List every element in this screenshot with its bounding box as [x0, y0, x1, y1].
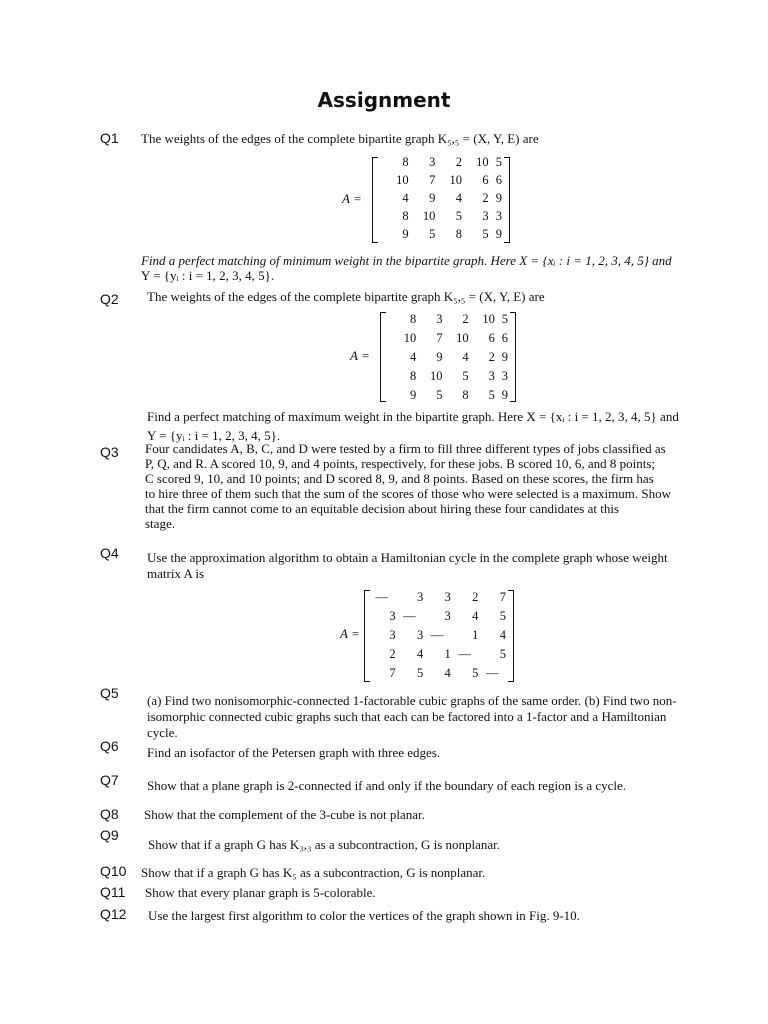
- q2-right-bracket: [510, 312, 516, 402]
- q3-line-2: P, Q, and R. A scored 10, 9, and 4 points, respectively, for these jobs. B scored 10, 6, and 8 points;: [145, 456, 656, 471]
- matrix-cell: 6: [488, 331, 495, 345]
- matrix-cell: 6: [482, 172, 489, 187]
- q1-weight-matrix: [382, 153, 502, 243]
- q5-number: Q5: [100, 685, 119, 701]
- q8-text: Show that the complement of the 3-cube is not planar.: [144, 807, 425, 822]
- q1-left-bracket: [372, 157, 378, 243]
- matrix-cell: 1: [472, 628, 479, 642]
- matrix-cell: 5: [488, 388, 495, 402]
- matrix-cell: —: [485, 666, 499, 680]
- matrix-cell: 3: [501, 369, 508, 383]
- q5-line-2: isomorphic connected cubic graphs such that each can be factored into a 1-factor and a Hamiltonian: [147, 709, 667, 724]
- matrix-cell: 3: [495, 208, 502, 223]
- matrix-cell: 2: [389, 647, 396, 661]
- matrix-cell: 5: [499, 647, 506, 661]
- matrix-cell: 4: [455, 190, 462, 205]
- matrix-cell: 4: [472, 609, 479, 623]
- matrix-cell: 4: [499, 628, 506, 642]
- matrix-cell: 10: [403, 331, 417, 345]
- q1-line2: Y = {yᵢ : i = 1, 2, 3, 4, 5}.: [141, 268, 275, 283]
- matrix-cell: 8: [402, 208, 409, 223]
- q5-line-3: cycle.: [147, 725, 178, 740]
- matrix-cell: 4: [462, 350, 469, 364]
- matrix-row: [390, 310, 508, 329]
- q8-number: Q8: [100, 806, 119, 822]
- page-title: Assignment: [317, 88, 451, 112]
- matrix-cell: 9: [495, 190, 502, 205]
- matrix-cell: 7: [436, 331, 443, 345]
- matrix-cell: 8: [409, 312, 417, 326]
- matrix-row: [382, 225, 502, 243]
- q3-number: Q3: [100, 444, 119, 460]
- q6-text: Find an isofactor of the Petersen graph with three edges.: [147, 745, 441, 760]
- q12-text: Use the largest first algorithm to color the vertices of the graph shown in Fig. 9-10.: [148, 908, 580, 923]
- matrix-row: [382, 171, 502, 189]
- q1-intro: The weights of the edges of the complete bipartite graph K₅,₅ = (X, Y, E) are: [141, 131, 539, 146]
- q11-number: Q11: [100, 884, 126, 900]
- q4-weight-matrix: [368, 588, 506, 683]
- matrix-cell: 5: [482, 226, 489, 241]
- matrix-cell: 2: [462, 312, 469, 326]
- matrix-cell: 2: [455, 154, 462, 169]
- matrix-cell: —: [458, 647, 471, 661]
- matrix-cell: 3: [488, 369, 495, 383]
- matrix-cell: 4: [409, 350, 417, 364]
- matrix-cell: 4: [402, 190, 409, 205]
- matrix-cell: 3: [416, 628, 424, 642]
- matrix-cell: 5: [462, 369, 469, 383]
- matrix-cell: 5: [495, 154, 502, 169]
- matrix-cell: 9: [402, 226, 409, 241]
- matrix-cell: 9: [495, 226, 502, 241]
- matrix-cell: 9: [429, 190, 436, 205]
- q4-line1: Use the approximation algorithm to obtain a Hamiltonian cycle in the complete graph whose weight: [147, 550, 668, 565]
- matrix-row: [390, 348, 508, 367]
- q2-intro: The weights of the edges of the complete bipartite graph K₅,₅ = (X, Y, E) are: [147, 289, 545, 304]
- q7-text: Show that a plane graph is 2-connected if and only if the boundary of each region is a cycle.: [147, 778, 627, 793]
- matrix-cell: 5: [455, 208, 462, 223]
- matrix-cell: 4: [444, 666, 451, 680]
- q4-number: Q4: [100, 545, 119, 561]
- matrix-cell: —: [375, 590, 389, 604]
- matrix-cell: 3: [389, 609, 396, 623]
- matrix-cell: 5: [499, 609, 506, 623]
- q11-text: Show that every planar graph is 5-colorable.: [145, 885, 376, 900]
- matrix-row: [368, 645, 506, 664]
- q12-number: Q12: [100, 906, 127, 922]
- q1-line1: Find a perfect matching of minimum weight in the bipartite graph. Here X = {xᵢ : i = 1, 2, 3, 4, 5} and: [141, 253, 672, 268]
- q10-text: Show that if a graph G has K₅ as a subcontraction, G is nonplanar.: [141, 865, 486, 880]
- matrix-cell: 7: [429, 172, 436, 187]
- q9-text: Show that if a graph G has K₃,₃ as a subcontraction, G is nonplanar.: [148, 837, 501, 852]
- q3-line-5: that the firm cannot come to an equitable decision about hiring these four candidates at this: [145, 501, 619, 516]
- q2-weight-matrix: [390, 310, 508, 405]
- matrix-cell: 10: [422, 208, 436, 223]
- matrix-row: [390, 329, 508, 348]
- matrix-cell: 6: [495, 172, 502, 187]
- q6-number: Q6: [100, 738, 119, 754]
- matrix-cell: 5: [472, 666, 479, 680]
- q2-matrix-label: A =: [350, 348, 370, 363]
- q2-line2: Y = {yᵢ : i = 1, 2, 3, 4, 5}.: [147, 428, 281, 443]
- matrix-cell: —: [403, 609, 416, 623]
- matrix-cell: 5: [501, 312, 508, 326]
- matrix-cell: 3: [416, 590, 424, 604]
- q4-right-bracket: [508, 590, 514, 682]
- q3-line-1: Four candidates A, B, C, and D were tested by a firm to fill three different types of jobs classified as: [145, 441, 666, 456]
- matrix-cell: 5: [436, 388, 443, 402]
- matrix-row: [390, 367, 508, 386]
- matrix-cell: 10: [482, 312, 495, 326]
- matrix-cell: 2: [482, 190, 489, 205]
- matrix-cell: 3: [429, 154, 436, 169]
- matrix-cell: 6: [501, 331, 508, 345]
- matrix-cell: 1: [444, 647, 451, 661]
- matrix-row: [368, 607, 506, 626]
- matrix-cell: 10: [456, 331, 469, 345]
- matrix-row: [368, 626, 506, 645]
- matrix-cell: 3: [389, 628, 396, 642]
- q4-line2: matrix A is: [147, 566, 205, 581]
- matrix-cell: 10: [476, 154, 489, 169]
- matrix-cell: 2: [488, 350, 495, 364]
- matrix-cell: 2: [472, 590, 479, 604]
- q1-number: Q1: [100, 130, 119, 146]
- matrix-row: [382, 207, 502, 225]
- matrix-cell: 5: [416, 666, 424, 680]
- matrix-row: [382, 189, 502, 207]
- matrix-cell: 3: [436, 312, 443, 326]
- matrix-cell: 3: [444, 590, 451, 604]
- q3-line-6: stage.: [145, 516, 175, 531]
- matrix-cell: 8: [455, 226, 462, 241]
- matrix-cell: 4: [416, 647, 424, 661]
- matrix-row: [368, 588, 506, 607]
- q7-number: Q7: [100, 772, 119, 788]
- matrix-cell: 8: [409, 369, 417, 383]
- matrix-cell: 3: [482, 208, 489, 223]
- matrix-cell: 7: [499, 590, 506, 604]
- q2-left-bracket: [380, 312, 386, 402]
- matrix-cell: 5: [429, 226, 436, 241]
- matrix-cell: 10: [396, 172, 409, 187]
- q5-line-1: (a) Find two nonisomorphic-connected 1-factorable cubic graphs of the same order. (b) Find two non-: [147, 693, 677, 708]
- matrix-cell: 10: [429, 369, 443, 383]
- q3-line-4: to hire three of them such that the sum of the scores of those who were selected is a maximum. Show: [145, 486, 672, 501]
- matrix-cell: 7: [389, 666, 396, 680]
- q9-number: Q9: [100, 827, 119, 843]
- q1-right-bracket: [504, 157, 510, 243]
- matrix-row: [390, 386, 508, 405]
- matrix-cell: 8: [462, 388, 469, 402]
- q4-matrix-label: A =: [340, 626, 360, 641]
- q2-number: Q2: [100, 291, 119, 307]
- matrix-cell: 9: [409, 388, 417, 402]
- matrix-cell: 10: [449, 172, 462, 187]
- matrix-cell: 9: [501, 350, 508, 364]
- matrix-row: [368, 664, 506, 683]
- matrix-row: [382, 153, 502, 171]
- q1-matrix-label: A =: [342, 191, 362, 206]
- matrix-cell: 8: [402, 154, 409, 169]
- matrix-cell: 3: [444, 609, 451, 623]
- q2-line1: Find a perfect matching of maximum weight in the bipartite graph. Here X = {xᵢ : i = 1, 2, 3, 4, 5} and: [147, 409, 679, 424]
- matrix-cell: 9: [501, 388, 508, 402]
- q3-line-3: C scored 9, 10, and 10 points; and D scored 8, 9, and 8 points. Based on these scores, the firm has: [145, 471, 654, 486]
- q10-number: Q10: [100, 863, 127, 879]
- matrix-cell: 9: [436, 350, 443, 364]
- matrix-cell: —: [430, 628, 444, 642]
